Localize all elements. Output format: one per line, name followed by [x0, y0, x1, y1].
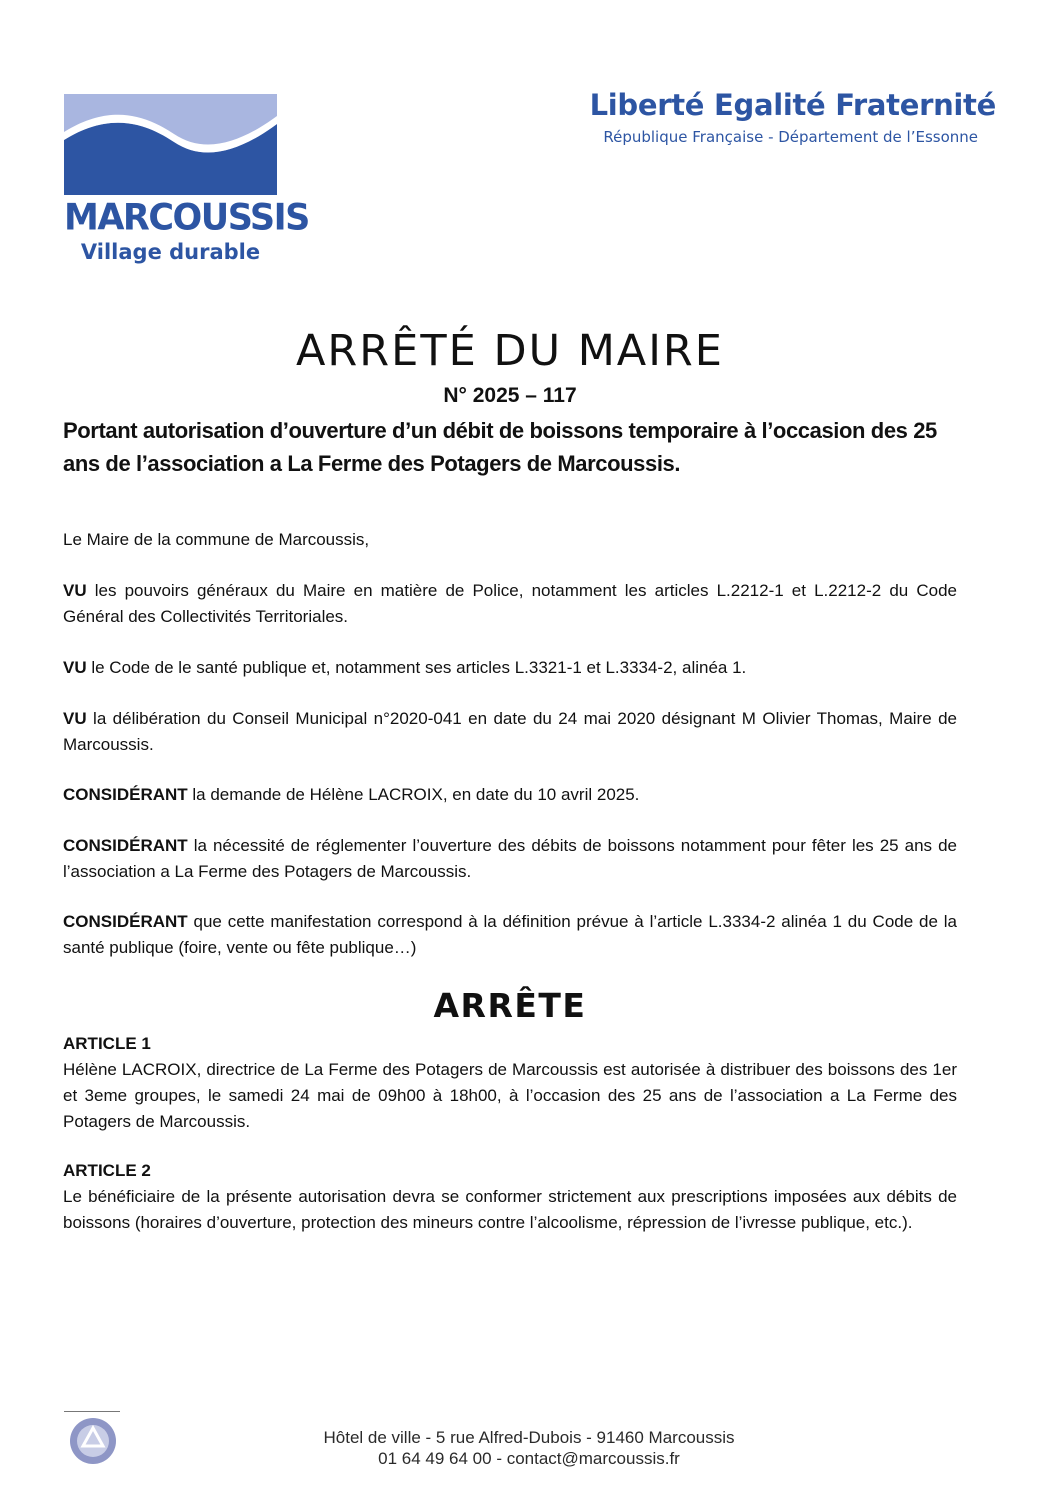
logo-name: MARCOUSSIS — [64, 197, 309, 239]
national-motto: Liberté Egalité Fraternité — [589, 88, 996, 122]
clause-text: les pouvoirs généraux du Maire en matière de Police, notamment les articles L.2212-1 et L.2212-2 du Code Général des Collectivités Territoriales. — [63, 581, 957, 626]
logo-tagline: Village durable — [80, 240, 261, 264]
clause-text: la demande de Hélène LACROIX, en date du 10 avril 2025. — [187, 785, 640, 804]
document-title: ARRÊTÉ DU MAIRE — [296, 326, 724, 376]
clause-text: que cette manifestation correspond à la définition prévue à l’article L.3334-2 alinéa 1 du Code de la santé publique (foire, vente ou fête publique…) — [63, 912, 957, 957]
article-1-title: ARTICLE 1 — [63, 1034, 151, 1053]
clause-keyword: VU — [63, 709, 87, 728]
republic-department-line: République Française - Département de l’Essonne — [603, 128, 978, 146]
footer-divider — [64, 1411, 120, 1412]
clause-vu-sante — [63, 655, 957, 681]
article-2-text: Le bénéficiaire de la présente autorisation devra se conformer strictement aux prescriptions imposées aux débits de boissons (horaires d’ouverture, protection des mineurs contre l’alcoolisme, répression de l’ivresse publique, etc.). — [63, 1187, 957, 1232]
clause-text: la délibération du Conseil Municipal n°2020-041 en date du 24 mai 2020 désignant M Olivier Thomas, Maire de Marcoussis. — [63, 709, 957, 754]
document-subject: Portant autorisation d’ouverture d’un débit de boissons temporaire à l’occasion des 25 ans de l’association a La Ferme des Potagers de Marcoussis. — [63, 418, 937, 476]
article-1-text: Hélène LACROIX, directrice de La Ferme des Potagers de Marcoussis est autorisée à distribuer des boissons des 1er et 3eme groupes, le samedi 24 mai de 09h00 à 18h00, à l’occasion des 25 ans de l’association a La Ferme des Potagers de Marcoussis. — [63, 1060, 957, 1131]
document-number: N° 2025 – 117 — [443, 384, 577, 407]
clause-keyword: CONSIDÉRANT — [63, 836, 188, 855]
wave-logo-icon — [64, 94, 277, 195]
preamble-intro: Le Maire de la commune de Marcoussis, — [63, 530, 370, 549]
clause-keyword: CONSIDÉRANT — [63, 785, 188, 804]
clause-text: le Code de le santé publique et, notamment ses articles L.3321-1 et L.3334-2, alinéa 1. — [86, 658, 747, 677]
decision-heading: ARRÊTE — [433, 986, 587, 1025]
clause-keyword: CONSIDÉRANT — [63, 912, 188, 931]
clause-considerant-demande — [63, 782, 957, 808]
footer-contact: 01 64 49 64 00 - contact@marcoussis.fr — [378, 1449, 680, 1468]
clause-keyword: VU — [63, 658, 87, 677]
clause-considerant-reglementer — [63, 833, 957, 885]
clause-text: la nécessité de réglementer l’ouverture des débits de boissons notamment pour fêter les 25 ans de l’association a La Ferme des Potagers de Marcoussis. — [63, 836, 957, 881]
clause-vu-police — [63, 578, 957, 630]
clause-keyword: VU — [63, 581, 87, 600]
clause-vu-deliberation — [63, 706, 957, 758]
clause-considerant-manifestation — [63, 909, 957, 961]
article-2-title: ARTICLE 2 — [63, 1161, 151, 1180]
marcoussis-logo — [64, 94, 277, 195]
footer-address: Hôtel de ville - 5 rue Alfred-Dubois - 91460 Marcoussis — [323, 1428, 735, 1447]
